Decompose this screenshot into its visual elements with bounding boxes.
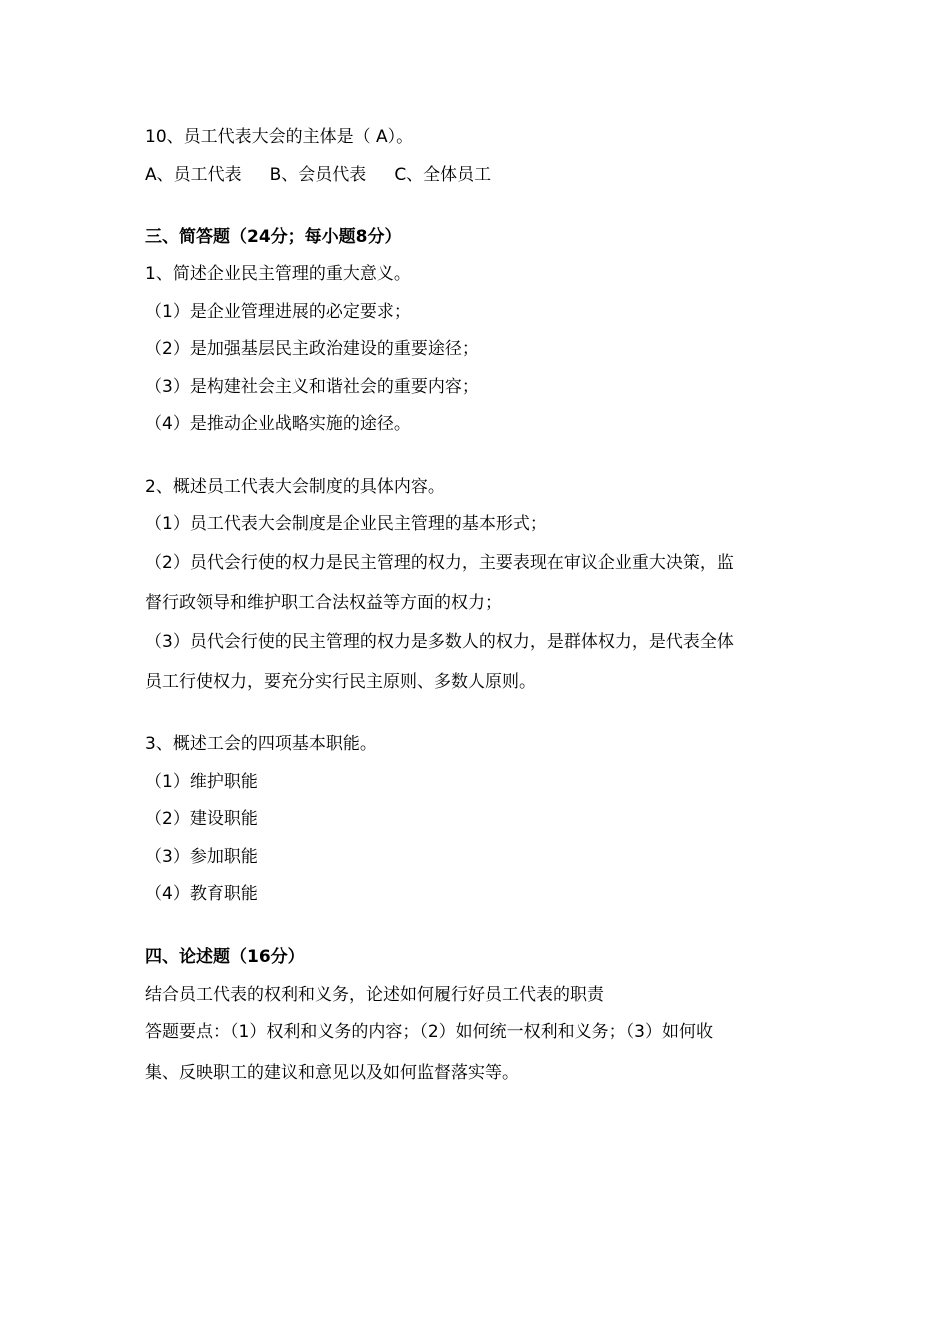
- s3-q3-item: （3）参加职能: [145, 847, 258, 867]
- s3-q2-item: （2）员代会行使的权力是民主管理的权力，主要表现在审议企业重大决策，监: [145, 553, 734, 573]
- s3-q2-item: （1）员工代表大会制度是企业民主管理的基本形式；: [145, 514, 547, 534]
- s3-q1-item: （4）是推动企业战略实施的途径。: [145, 414, 411, 434]
- q10-option-c: C、全体员工: [394, 165, 492, 185]
- s3-q1-item: （2）是加强基层民主政治建设的重要途径；: [145, 339, 479, 359]
- q10-option-a: A、员工代表: [145, 165, 242, 185]
- s3-q2-title: 2、概述员工代表大会制度的具体内容。: [145, 477, 445, 497]
- s3-q3-item: （4）教育职能: [145, 884, 258, 904]
- q10-question: 10、员工代表大会的主体是（ A）。: [145, 127, 414, 147]
- s4-answer-line: 答题要点：（1）权利和义务的内容；（2）如何统一权利和义务；（3）如何收: [145, 1022, 713, 1042]
- s3-q1-item: （3）是构建社会主义和谐社会的重要内容；: [145, 377, 479, 397]
- s4-answer-line: 集、反映职工的建议和意见以及如何监督落实等。: [145, 1063, 519, 1083]
- q10-option-b: B、会员代表: [269, 165, 367, 185]
- s3-q3-item: （2）建设职能: [145, 809, 258, 829]
- s3-q3-title: 3、概述工会的四项基本职能。: [145, 734, 377, 754]
- s3-q3-item: （1）维护职能: [145, 772, 258, 792]
- s4-question: 结合员工代表的权利和义务，论述如何履行好员工代表的职责: [145, 985, 604, 1005]
- s3-q2-item: （3）员代会行使的民主管理的权力是多数人的权力，是群体权力，是代表全体: [145, 632, 734, 652]
- s3-q1-item: （1）是企业管理进展的必定要求；: [145, 302, 411, 322]
- s3-q2-item: 员工行使权力，要充分实行民主原则、多数人原则。: [145, 672, 536, 692]
- section4-heading: 四、论述题（16分）: [145, 947, 305, 967]
- s3-q2-item: 督行政领导和维护职工合法权益等方面的权力；: [145, 593, 502, 613]
- s3-q1-title: 1、简述企业民主管理的重大意义。: [145, 264, 411, 284]
- q10-options: [145, 164, 830, 186]
- section3-heading: 三、简答题（24分；每小题8分）: [145, 227, 402, 247]
